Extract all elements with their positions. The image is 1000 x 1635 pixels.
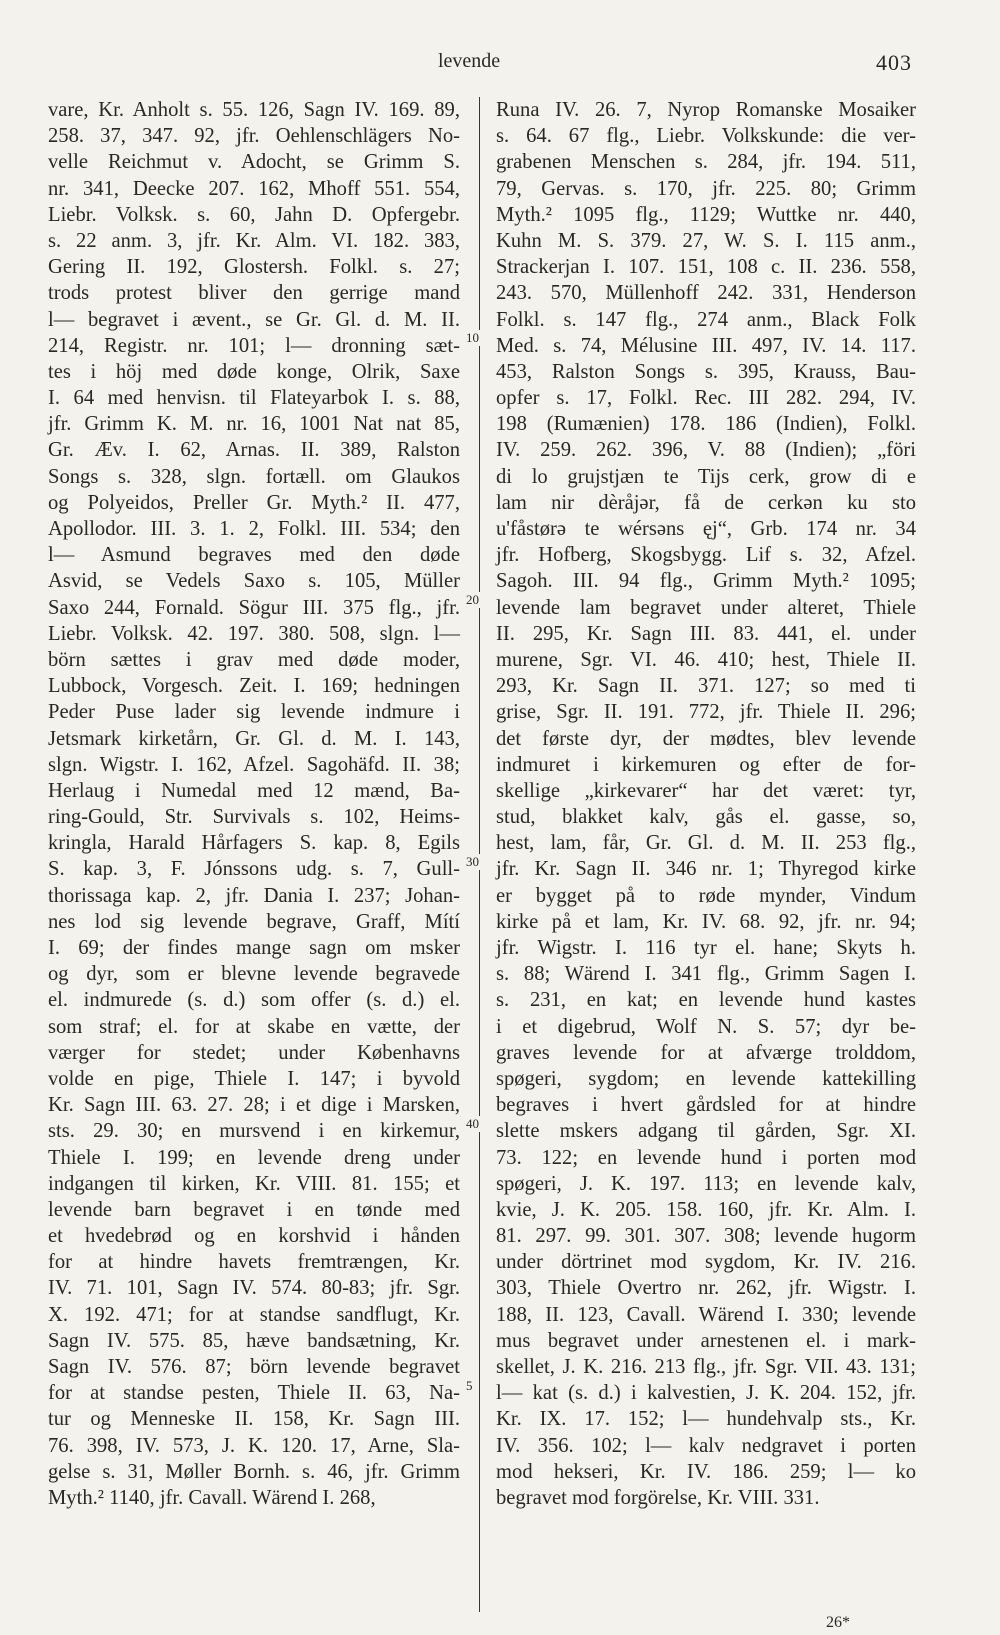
text-line: værger for stedet; under Københavns xyxy=(48,1041,460,1064)
text-line: el. indmurede (s. d.) som offer (s. d.) el. xyxy=(48,989,460,1012)
text-line: grise, Sgr. II. 191. 772, jfr. Thiele II. 296; xyxy=(496,701,916,724)
text-line: er bygget på to røde mynder, Vindum xyxy=(496,884,916,907)
text-line: Jetsmark kirketårn, Gr. Gl. d. M. I. 143, xyxy=(48,727,460,750)
line-number-marker: 10 xyxy=(466,330,479,345)
text-line: spøgeri, J. K. 197. 113; en levende kalv, xyxy=(496,1172,916,1195)
text-line: Liebr. Volksk. 42. 197. 380. 508, slgn. l— xyxy=(48,622,460,645)
text-line: 258. 37, 347. 92, jfr. Oehlenschlägers No- xyxy=(48,125,460,148)
text-line: Apollodor. III. 3. 1. 2, Folkl. III. 534; den xyxy=(48,518,460,540)
text-line: 188, II. 123, Cavall. Wärend I. 330; levende xyxy=(496,1303,916,1326)
text-line: 214, Registr. nr. 101; l— dronning sæt- xyxy=(48,334,460,357)
text-line: murene, Sgr. VI. 46. 410; hest, Thiele II. xyxy=(496,648,916,671)
text-line: Runa IV. 26. 7, Nyrop Romanske Mosaiker xyxy=(496,99,916,121)
text-line: nes lod sig levende begrave, Graff, Mítí xyxy=(48,910,460,933)
text-line: mod hekseri, Kr. IV. 186. 259; l— ko xyxy=(496,1460,916,1483)
text-line: II. 295, Kr. Sagn III. 83. 441, el. under xyxy=(496,622,916,645)
text-line: Sagn IV. 575. 85, hæve bandsætning, Kr. xyxy=(48,1329,460,1352)
text-line: Songs s. 328, slgn. fortæll. om Glaukos xyxy=(48,465,460,488)
text-line: jfr. Kr. Sagn II. 346 nr. 1; Thyregod kirke xyxy=(496,858,916,881)
text-line: velle Reichmut v. Adocht, se Grimm S. xyxy=(48,151,460,174)
text-line: l— kat (s. d.) i kalvestien, J. K. 204. 152, jfr. xyxy=(496,1382,916,1405)
text-line: Gering II. 192, Glostersh. Folkl. s. 27; xyxy=(48,256,460,279)
text-line: skellet, J. K. 216. 213 flg., jfr. Sgr. VII. 43. 131; xyxy=(496,1356,916,1378)
text-line: 81. 297. 99. 301. 307. 308; levende hugorm xyxy=(496,1225,916,1248)
text-line: under dörtrinet mod sygdom, Kr. IV. 216. xyxy=(496,1251,916,1274)
text-line: gelse s. 31, Møller Bornh. s. 46, jfr. Grimm xyxy=(48,1460,460,1483)
text-line: 293, Kr. Sagn II. 371. 127; so med ti xyxy=(496,675,916,698)
text-line: det første dyr, der mødtes, blev levende xyxy=(496,727,916,750)
text-line: levende barn begravet i en tønde med xyxy=(48,1198,460,1221)
text-line: kirke på et lam, Kr. IV. 68. 92, jfr. nr. 94; xyxy=(496,910,916,933)
text-line: vare, Kr. Anholt s. 55. 126, Sagn IV. 169. 89, xyxy=(48,99,460,121)
left-column xyxy=(48,97,460,1511)
text-line: Myth.² 1095 flg., 1129; Wuttke nr. 440, xyxy=(496,203,916,226)
text-line: som straf; el. for at skabe en vætte, der xyxy=(48,1015,460,1038)
text-line: Thiele I. 199; en levende dreng under xyxy=(48,1146,460,1169)
text-line: s. 64. 67 flg., Liebr. Volkskunde: die ver- xyxy=(496,125,916,148)
text-line: I. 69; der findes mange sagn om msker xyxy=(48,937,460,959)
line-number-marker: 20 xyxy=(466,592,479,607)
text-line: volde en pige, Thiele I. 147; i byvold xyxy=(48,1067,460,1090)
text-line: 198 (Rumænien) 178. 186 (Indien), Folkl. xyxy=(496,413,916,436)
text-line: og dyr, som er blevne levende begravede xyxy=(48,963,460,986)
line-number-marker: 30 xyxy=(466,854,479,869)
text-line: di lo grujstjæn te Tijs cerk, grow di e xyxy=(496,465,916,488)
text-line: IV. 259. 262. 396, V. 88 (Indien); „föri xyxy=(496,439,916,462)
text-line: Folkl. s. 147 flg., 274 anm., Black Folk xyxy=(496,308,916,331)
text-line: graves levende for at afværge trolddom, xyxy=(496,1041,916,1064)
text-line: Myth.² 1140, jfr. Cavall. Wärend I. 268, xyxy=(48,1486,376,1509)
text-line: tur og Menneske II. 158, Kr. Sagn III. xyxy=(48,1408,460,1431)
text-line: 243. 570, Müllenhoff 242. 331, Henderson xyxy=(496,282,916,305)
text-line: for at standse pesten, Thiele II. 63, Na- xyxy=(48,1382,460,1405)
text-line: jfr. Hofberg, Skogsbygg. Lif s. 32, Afzel. xyxy=(496,544,916,567)
signature-mark: 26* xyxy=(826,1614,850,1631)
text-line: s. 22 anm. 3, jfr. Kr. Alm. VI. 182. 383, xyxy=(48,229,460,252)
text-line: Sagoh. III. 94 flg., Grimm Myth.² 1095; xyxy=(496,570,916,593)
page-number: 403 xyxy=(876,50,912,75)
running-title: levende xyxy=(438,50,501,72)
text-line: kvie, J. K. 205. 158. 160, jfr. Kr. Alm. I. xyxy=(496,1198,916,1221)
text-line: l— begravet i ævent., se Gr. Gl. d. M. II. xyxy=(48,308,460,331)
text-line: levende lam begravet under alteret, Thiele xyxy=(496,596,916,619)
line-number-marker: 5 xyxy=(466,1378,473,1393)
text-line: Med. s. 74, Mélusine III. 497, IV. 14. 117. xyxy=(496,334,916,357)
text-line: s. 88; Wärend I. 341 flg., Grimm Sagen I. xyxy=(496,963,916,986)
text-line: et hvedebrød og en korshvid i hånden xyxy=(48,1225,460,1248)
text-line: Lubbock, Vorgesch. Zeit. I. 169; hedningen xyxy=(48,675,460,698)
text-line: slgn. Wigstr. I. 162, Afzel. Sagohäfd. II. 38; xyxy=(48,753,460,776)
text-line: nr. 341, Deecke 207. 162, Mhoff 551. 554, xyxy=(48,177,460,200)
text-line: 79, Gervas. s. 170, jfr. 225. 80; Grimm xyxy=(496,177,916,200)
text-line: Kr. Sagn III. 63. 27. 28; i et dige i Marsken, xyxy=(48,1094,460,1117)
text-line: begraves i hvert gårdsled for at hindre xyxy=(496,1094,916,1117)
text-line: IV. 71. 101, Sagn IV. 574. 80-83; jfr. Sgr. xyxy=(48,1277,460,1300)
text-line: slette mskers adgang til gården, Sgr. XI. xyxy=(496,1120,916,1143)
text-line: Kuhn M. S. 379. 27, W. S. I. 115 anm., xyxy=(496,229,916,252)
text-line: tes i höj med døde konge, Olrik, Saxe xyxy=(48,360,460,383)
text-line: begravet mod forgörelse, Kr. VIII. 331. xyxy=(496,1486,820,1509)
text-line: s. 231, en kat; en levende hund kastes xyxy=(496,989,916,1012)
text-line: ring-Gould, Str. Survivals s. 102, Heims- xyxy=(48,806,460,829)
text-line: 73. 122; en levende hund i porten mod xyxy=(496,1146,916,1169)
page-header xyxy=(0,50,1000,82)
text-line: u'fåstørə te wérsəns ęj“, Grb. 174 nr. 34 xyxy=(496,518,916,540)
text-line: hest, lam, får, Gr. Gl. d. M. II. 253 flg., xyxy=(496,832,916,855)
text-line: i et digebrud, Wolf N. S. 57; dyr be- xyxy=(496,1015,916,1038)
text-line: börn sættes i grav med døde moder, xyxy=(48,648,460,671)
text-line: skellige „kirkevarer“ har det været: tyr, xyxy=(496,779,916,802)
text-line: l— Asmund begraves med den døde xyxy=(48,544,460,567)
text-line: indgangen til kirken, Kr. VIII. 81. 155; et xyxy=(48,1172,460,1195)
text-line: S. kap. 3, F. Jónssons udg. s. 7, Gull- xyxy=(48,858,460,881)
text-line: Gr. Æv. I. 62, Arnas. II. 389, Ralston xyxy=(48,439,460,462)
text-line: sts. 29. 30; en mursvend i en kirkemur, xyxy=(48,1120,460,1143)
text-line: og Polyeidos, Preller Gr. Myth.² II. 477, xyxy=(48,491,460,514)
text-line: thorissaga kap. 2, jfr. Dania I. 237; Johan- xyxy=(48,884,460,907)
text-line: Strackerjan I. 107. 151, 108 c. II. 236. 558, xyxy=(496,256,916,279)
text-line: grabenen Menschen s. 284, jfr. 194. 511, xyxy=(496,151,916,174)
text-line: jfr. Grimm K. M. nr. 16, 1001 Nat nat 85, xyxy=(48,413,460,436)
text-line: opfer s. 17, Folkl. Rec. III 282. 294, IV. xyxy=(496,387,916,410)
text-line: Kr. IX. 17. 152; l— hundehvalp sts., Kr. xyxy=(496,1408,916,1431)
text-line: mus begravet under arnestenen el. i mark- xyxy=(496,1329,916,1352)
text-line: 303, Thiele Overtro nr. 262, jfr. Wigstr. I. xyxy=(496,1277,916,1300)
text-line: stud, blakket kalv, gås el. gasse, so, xyxy=(496,806,916,829)
text-line: Liebr. Volksk. s. 60, Jahn D. Opfergebr. xyxy=(48,203,460,226)
text-line: 76. 398, IV. 573, J. K. 120. 17, Arne, Sla- xyxy=(48,1434,460,1457)
right-column xyxy=(496,97,916,1511)
text-line: I. 64 med henvisn. til Flateyarbok I. s. 88, xyxy=(48,387,460,410)
text-line: for at hindre havets fremtrængen, Kr. xyxy=(48,1251,460,1274)
text-line: Saxo 244, Fornald. Sögur III. 375 flg., jfr. xyxy=(48,596,460,619)
text-line: X. 192. 471; for at standse sandflugt, Kr. xyxy=(48,1303,460,1326)
text-line: Peder Puse lader sig levende indmure i xyxy=(48,701,460,724)
text-line: jfr. Wigstr. I. 116 tyr el. hane; Skyts h. xyxy=(496,937,916,959)
text-line: IV. 356. 102; l— kalv nedgravet i porten xyxy=(496,1434,916,1457)
text-line: Herlaug i Numedal med 12 mænd, Ba- xyxy=(48,779,460,802)
text-line: Asvid, se Vedels Saxo s. 105, Müller xyxy=(48,570,460,593)
text-line: indmuret i kirkemuren og efter de for- xyxy=(496,753,916,776)
text-line: 453, Ralston Songs s. 395, Krauss, Bau- xyxy=(496,360,916,383)
text-line: Sagn IV. 576. 87; börn levende begravet xyxy=(48,1356,460,1378)
line-number-marker: 40 xyxy=(466,1116,479,1131)
text-line: trods protest bliver den gerrige mand xyxy=(48,282,460,305)
text-line: lam nir dèråjər, få de cerkən ku sto xyxy=(496,491,916,514)
text-line: kringla, Harald Hårfagers S. kap. 8, Egils xyxy=(48,832,460,855)
text-line: spøgeri, sygdom; en levende kattekilling xyxy=(496,1067,916,1090)
